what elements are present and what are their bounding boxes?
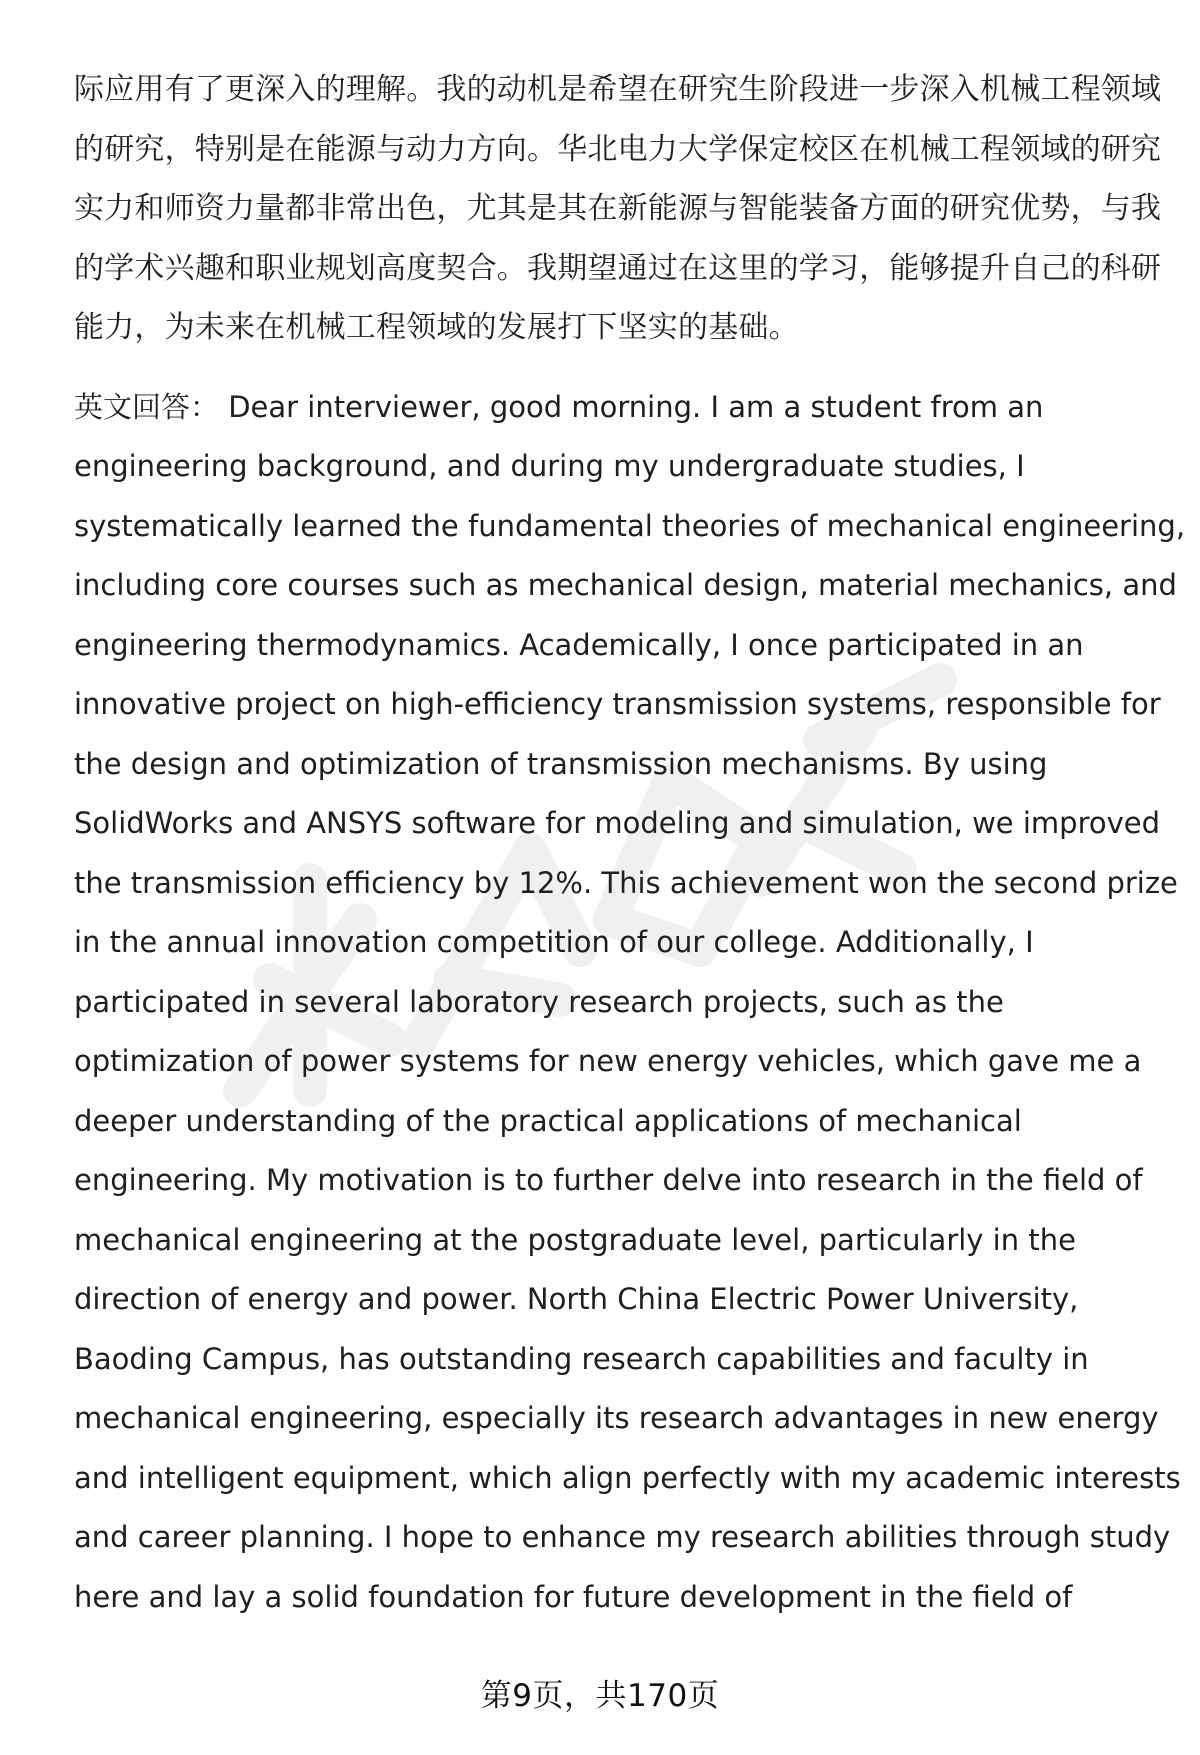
- paragraph-line: deeper understanding of the practical applications of mechanical: [74, 1103, 1022, 1138]
- paragraph-line: 英文回答： Dear interviewer, good morning. I am a student from an: [74, 389, 1044, 424]
- paragraph-line: direction of energy and power. North China Electric Power University,: [74, 1282, 1079, 1316]
- paragraph-line: Baoding Campus, has outstanding research capabilities and faculty in: [74, 1341, 1089, 1376]
- paragraph-line: mechanical engineering at the postgraduate level, particularly in the: [74, 1222, 1076, 1257]
- paragraph-line: the design and optimization of transmission mechanisms. By using: [74, 746, 1048, 781]
- paragraph-line: 能力，为未来在机械工程领域的发展打下坚实的基础。: [74, 310, 799, 345]
- paragraph-line: 的学术兴趣和职业规划高度契合。我期望通过在这里的学习，能够提升自己的科研: [74, 250, 1162, 286]
- paragraph-line: mechanical engineering, especially its research advantages in new energy: [74, 1401, 1159, 1435]
- english-answer-paragraph: [74, 378, 1186, 1628]
- paragraph-line: 的研究，特别是在能源与动力方向。华北电力大学保定校区在机械工程领域的研究: [74, 131, 1162, 167]
- paragraph-line: engineering. My motivation is to further delve into research in the field of: [74, 1163, 1143, 1197]
- paragraph-line: the transmission efficiency by 12%. This achievement won the second prize: [74, 865, 1178, 900]
- paragraph-line: in the annual innovation competition of our college. Additionally, I: [74, 925, 1034, 959]
- paragraph-line: engineering background, and during my undergraduate studies, I: [74, 449, 1025, 483]
- paragraph-line: innovative project on high-efficiency transmission systems, responsible for: [74, 687, 1161, 721]
- page-number-footer: 第9页，共170页: [480, 1678, 720, 1714]
- paragraph-line: and intelligent equipment, which align perfectly with my academic interests: [74, 1460, 1181, 1495]
- chinese-paragraph: [74, 60, 1162, 358]
- paragraph-line: 实力和师资力量都非常出色，尤其是其在新能源与智能装备方面的研究优势，与我: [74, 191, 1162, 226]
- paragraph-line: including core courses such as mechanical design, material mechanics, and: [74, 568, 1177, 602]
- paragraph-line: engineering thermodynamics. Academically, I once participated in an: [74, 627, 1084, 662]
- paragraph-line: here and lay a solid foundation for future development in the field of: [74, 1579, 1073, 1614]
- paragraph-line: systematically learned the fundamental theories of mechanical engineering,: [74, 508, 1186, 543]
- paragraph-line: participated in several laboratory research projects, such as the: [74, 984, 1004, 1019]
- text-content: [74, 60, 1186, 1627]
- paragraph-line: 际应用有了更深入的理解。我的动机是希望在研究生阶段进一步深入机械工程领域: [74, 72, 1162, 107]
- paragraph-line: optimization of power systems for new energy vehicles, which gave me a: [74, 1044, 1142, 1078]
- paragraph-line: SolidWorks and ANSYS software for modeling and simulation, we improved: [74, 806, 1161, 840]
- paragraph-line: and career planning. I hope to enhance my research abilities through study: [74, 1520, 1171, 1554]
